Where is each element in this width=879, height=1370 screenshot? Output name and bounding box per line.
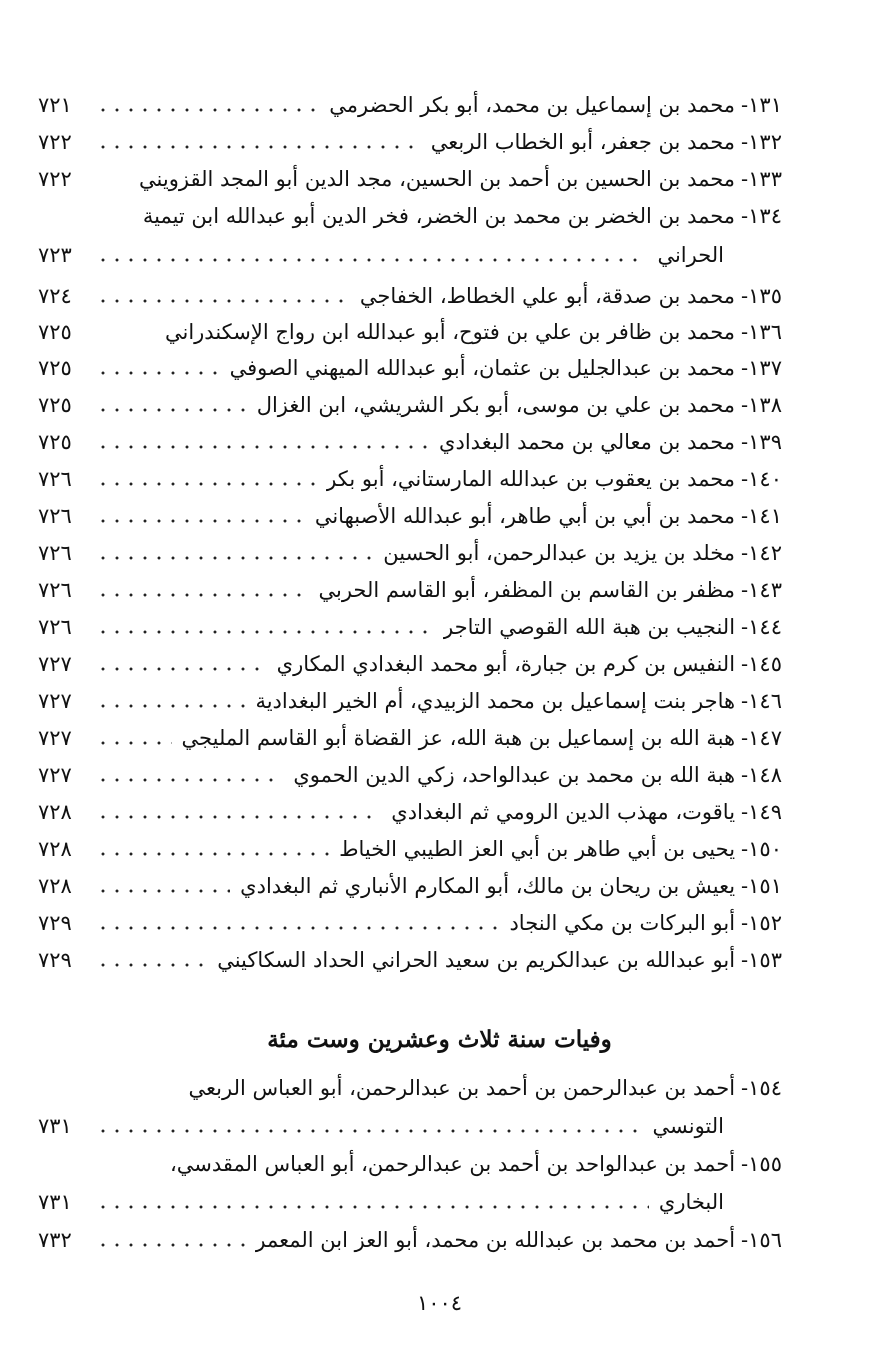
entry-number: ١٤٥- — [741, 652, 782, 676]
entry-text-continuation: التونسي — [652, 1114, 724, 1138]
entry-number: ١٥٦- — [741, 1228, 782, 1252]
entry-text: محمد بن الخضر بن محمد بن الخضر، فخر الدين أبو عبدالله ابن تيمية — [142, 204, 736, 228]
index-entry-135 — [38, 278, 782, 314]
entry-number: ١٣٨- — [741, 393, 782, 417]
entry-text: يحيى بن أبي طاهر بن أبي العز الطيبي الخياط — [339, 837, 736, 861]
entry-text-continuation: البخاري — [658, 1190, 724, 1214]
dot-leader — [96, 518, 305, 524]
entry-page-ref: ٧٢٧ — [38, 726, 72, 750]
dot-leader — [92, 329, 159, 335]
entry-page-ref: ٧٢٦ — [38, 541, 72, 565]
dot-leader — [96, 740, 172, 746]
entry-text: أحمد بن عبدالرحمن بن أحمد بن عبدالرحمن، أبو العباس الربعي — [188, 1076, 736, 1100]
entry-page-ref: ٧٢٤ — [38, 284, 72, 308]
dot-leader — [96, 592, 308, 598]
entry-number: ١٤٣- — [741, 578, 782, 602]
entry-text: محمد بن عبدالجليل بن عثمان، أبو عبدالله الميهني الصوفي — [229, 356, 736, 380]
index-entry-133 — [38, 161, 782, 197]
entry-number: ١٤١- — [741, 504, 782, 528]
entry-text: هبة الله بن إسماعيل بن هبة الله، عز القضاة أبو القاسم المليجي — [181, 726, 736, 750]
entry-page-ref: ٧٢٦ — [38, 467, 72, 491]
dot-leader — [96, 1204, 649, 1210]
entry-number: ١٣٣- — [741, 167, 782, 191]
entry-number: ١٥٢- — [741, 911, 782, 935]
entry-number: ١٥٣- — [741, 948, 782, 972]
entry-page-ref: ٧٣١ — [38, 1190, 72, 1214]
entry-page-ref: ٧٢٨ — [38, 874, 72, 898]
dot-leader — [96, 144, 421, 150]
dot-leader — [96, 703, 245, 709]
index-entry-143 — [38, 572, 782, 608]
entry-text: أبو البركات بن مكي النجاد — [509, 911, 736, 935]
dot-leader — [96, 555, 373, 561]
entry-text-continuation: الحراني — [657, 243, 724, 267]
dot-leader — [96, 888, 230, 894]
entry-number: ١٣٥- — [741, 284, 782, 308]
index-entry-142 — [38, 535, 782, 571]
index-entry-134-continuation — [38, 237, 724, 273]
index-entry-134 — [38, 198, 782, 234]
entry-page-ref: ٧٢١ — [38, 93, 72, 117]
entry-number: ١٤٢- — [741, 541, 782, 565]
dot-leader — [96, 629, 433, 635]
index-entry-144 — [38, 609, 782, 645]
entry-page-ref: ٧٢٥ — [38, 393, 72, 417]
index-entry-147 — [38, 720, 782, 756]
index-entry-154 — [38, 1070, 782, 1106]
dot-leader — [96, 481, 316, 487]
entry-text: أحمد بن محمد بن عبدالله بن محمد، أبو العز ابن المعمر — [255, 1228, 736, 1252]
entry-page-ref: ٧٢٢ — [38, 167, 72, 191]
entry-page-ref: ٧٢٣ — [38, 243, 72, 267]
entry-page-ref: ٧٢٨ — [38, 837, 72, 861]
entry-text: محمد بن جعفر، أبو الخطاب الربعي — [430, 130, 736, 154]
entry-number: ١٣١- — [741, 93, 782, 117]
index-entry-153 — [38, 942, 782, 978]
entry-text: محمد بن أبي بن أبي طاهر، أبو عبدالله الأصبهاني — [314, 504, 736, 528]
entry-number: ١٤٨- — [741, 763, 782, 787]
entry-number: ١٤٠- — [741, 467, 782, 491]
dot-leader — [96, 298, 350, 304]
index-entry-150 — [38, 831, 782, 867]
entry-text: هبة الله بن محمد بن عبدالواحد، زكي الدين الحموي — [293, 763, 736, 787]
entry-page-ref: ٧٢٨ — [38, 800, 72, 824]
entry-number: ١٣٢- — [741, 130, 782, 154]
entry-text: محمد بن علي بن موسى، أبو بكر الشريشي، ابن الغزال — [256, 393, 736, 417]
entry-page-ref: ٧٢٧ — [38, 763, 72, 787]
index-entry-136 — [38, 314, 782, 350]
index-entry-155-continuation — [38, 1184, 724, 1220]
dot-leader — [96, 107, 319, 113]
index-entry-138 — [38, 387, 782, 423]
index-entry-137 — [38, 350, 782, 386]
section-heading: وفيات سنة ثلاث وعشرين وست مئة — [267, 1026, 612, 1053]
index-entry-152 — [38, 905, 782, 941]
index-entry-148 — [38, 757, 782, 793]
entry-page-ref: ٧٣٢ — [38, 1228, 72, 1252]
entry-number: ١٥٤- — [741, 1076, 782, 1100]
entry-text: النجيب بن هبة الله القوصي التاجر — [443, 615, 736, 639]
entry-page-ref: ٧٢٩ — [38, 911, 72, 935]
entry-text: مظفر بن القاسم بن المظفر، أبو القاسم الحربي — [318, 578, 736, 602]
entry-page-ref: ٧٢٦ — [38, 504, 72, 528]
entry-page-ref: ٧٢٧ — [38, 652, 72, 676]
index-entry-156 — [38, 1222, 782, 1258]
dot-leader — [96, 370, 220, 376]
dot-leader — [96, 407, 247, 413]
entry-number: ١٤٤- — [741, 615, 782, 639]
entry-text: النفيس بن كرم بن جبارة، أبو محمد البغدادي المكاري — [276, 652, 736, 676]
entry-number: ١٥١- — [741, 874, 782, 898]
index-entry-140 — [38, 461, 782, 497]
dot-leader — [92, 176, 133, 182]
index-entry-132 — [38, 124, 782, 160]
index-entry-154-continuation — [38, 1108, 724, 1144]
entry-page-ref: ٧٢٢ — [38, 130, 72, 154]
entry-page-ref: ٧٢٩ — [38, 948, 72, 972]
entry-page-ref: ٧٣١ — [38, 1114, 72, 1138]
entry-number: ١٤٦- — [741, 689, 782, 713]
entry-text: محمد بن صدقة، أبو علي الخطاط، الخفاجي — [359, 284, 736, 308]
entry-text: أحمد بن عبدالواحد بن أحمد بن عبدالرحمن، أبو العباس المقدسي، — [169, 1152, 736, 1176]
dot-leader — [96, 666, 267, 672]
index-entry-151 — [38, 868, 782, 904]
entry-page-ref: ٧٢٦ — [38, 615, 72, 639]
entry-text: محمد بن ظافر بن علي بن فتوح، أبو عبدالله ابن رواج الإسكندراني — [164, 320, 736, 344]
index-entry-155 — [38, 1146, 782, 1182]
entry-text: محمد بن معالي بن محمد البغدادي — [439, 430, 736, 454]
entry-text: محمد بن إسماعيل بن محمد، أبو بكر الحضرمي — [329, 93, 736, 117]
entry-number: ١٥٠- — [741, 837, 782, 861]
entry-text: هاجر بنت إسماعيل بن محمد الزبيدي، أم الخير البغدادية — [255, 689, 736, 713]
dot-leader — [96, 925, 499, 931]
dot-leader — [96, 1242, 245, 1248]
entry-text: يعيش بن ريحان بن مالك، أبو المكارم الأنباري ثم البغدادي — [240, 874, 736, 898]
entry-number: ١٥٥- — [741, 1152, 782, 1176]
entry-text: محمد بن الحسين بن أحمد بن الحسين، مجد الدين أبو المجد القزويني — [139, 167, 736, 191]
entry-page-ref: ٧٢٥ — [38, 320, 72, 344]
index-entry-145 — [38, 646, 782, 682]
index-entry-149 — [38, 794, 782, 830]
dot-leader — [96, 962, 207, 968]
dot-leader — [96, 1128, 642, 1134]
entry-page-ref: ٧٢٧ — [38, 689, 72, 713]
index-entry-139 — [38, 424, 782, 460]
entry-number: ١٣٧- — [741, 356, 782, 380]
entry-number: ١٤٧- — [741, 726, 782, 750]
entry-number: ١٤٩- — [741, 800, 782, 824]
dot-leader — [96, 814, 381, 820]
index-entry-131 — [38, 87, 782, 123]
entry-text: أبو عبدالله بن عبدالكريم بن سعيد الحراني الحداد السكاكيني — [217, 948, 736, 972]
entry-text: مخلد بن يزيد بن عبدالرحمن، أبو الحسين — [383, 541, 736, 565]
entry-number: ١٣٦- — [741, 320, 782, 344]
entry-number: ١٣٩- — [741, 430, 782, 454]
dot-leader — [96, 851, 329, 857]
entry-number: ١٣٤- — [741, 204, 782, 228]
dot-leader — [96, 777, 283, 783]
entry-page-ref: ٧٢٥ — [38, 430, 72, 454]
entry-text: ياقوت، مهذب الدين الرومي ثم البغدادي — [391, 800, 736, 824]
entry-page-ref: ٧٢٥ — [38, 356, 72, 380]
dot-leader — [96, 444, 429, 450]
index-entry-141 — [38, 498, 782, 534]
index-entry-146 — [38, 683, 782, 719]
page-number: ١٠٠٤ — [416, 1291, 463, 1315]
dot-leader — [96, 257, 647, 263]
entry-text: محمد بن يعقوب بن عبدالله المارستاني، أبو بكر — [326, 467, 736, 491]
entry-page-ref: ٧٢٦ — [38, 578, 72, 602]
